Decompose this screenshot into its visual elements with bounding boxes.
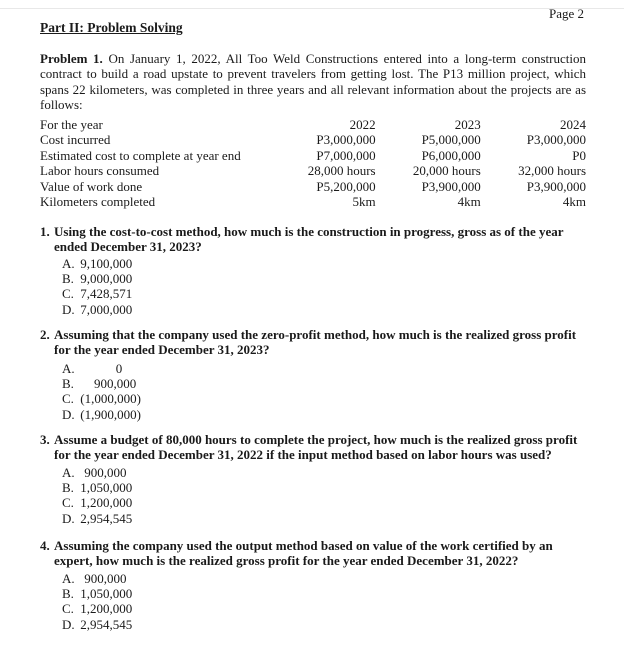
table-cell: P3,900,000 <box>421 178 481 194</box>
option-letter: D. <box>62 616 75 632</box>
option-b[interactable] <box>62 480 132 495</box>
question-1-options <box>62 256 132 317</box>
table-cell: P0 <box>572 147 586 163</box>
option-letter: C. <box>62 601 74 617</box>
table-row <box>40 132 586 147</box>
table-cell: 20,000 hours <box>412 163 481 179</box>
option-value: 900,000 <box>94 376 137 392</box>
option-letter: A. <box>62 571 75 586</box>
option-value: 0 <box>115 361 123 376</box>
option-value: 9,000,000 <box>80 271 133 287</box>
option-letter: B. <box>62 376 74 392</box>
option-d[interactable] <box>62 617 132 632</box>
question-3 <box>40 432 586 463</box>
option-a[interactable] <box>62 361 161 376</box>
question-2-options <box>62 361 161 422</box>
option-b[interactable] <box>62 376 161 391</box>
option-letter: A. <box>62 465 75 480</box>
table-cell: 4km <box>562 194 586 210</box>
option-value: 1,200,000 <box>80 495 133 511</box>
option-a[interactable] <box>62 465 132 480</box>
question-text-line2: ended December 31, 2023? <box>54 239 202 255</box>
option-b[interactable] <box>62 271 132 286</box>
question-number: 4. <box>40 538 50 553</box>
table-cell: P3,900,000 <box>526 178 586 194</box>
option-letter: C. <box>62 286 74 302</box>
option-value: (1,000,000) <box>80 391 141 407</box>
option-a[interactable] <box>62 571 132 586</box>
question-number: 2. <box>40 327 50 342</box>
option-letter: A. <box>62 361 75 376</box>
row-label: Estimated cost to complete at year end <box>40 147 241 163</box>
option-value: 2,954,545 <box>80 616 133 632</box>
question-3-options <box>62 465 132 526</box>
option-value: 1,200,000 <box>80 601 133 617</box>
row-label: Cost incurred <box>40 132 111 148</box>
option-value: (1,900,000) <box>80 406 141 422</box>
question-4 <box>40 538 586 569</box>
option-value: 2,954,545 <box>80 510 133 526</box>
option-c[interactable] <box>62 286 132 301</box>
option-letter: B. <box>62 271 74 287</box>
year-2022-header: 2022 <box>349 117 376 132</box>
question-4-options <box>62 571 132 632</box>
year-2024-header: 2024 <box>560 117 586 132</box>
option-value: 900,000 <box>84 465 127 480</box>
row-label: Labor hours consumed <box>40 163 160 179</box>
table-row <box>40 179 586 194</box>
table-row <box>40 148 586 163</box>
page-number: Page 2 <box>548 6 584 21</box>
question-number: 3. <box>40 432 50 447</box>
option-letter: B. <box>62 480 74 496</box>
option-value: 9,100,000 <box>80 256 133 271</box>
option-letter: D. <box>62 510 75 526</box>
row-label: Kilometers completed <box>40 194 156 210</box>
table-cell: P7,000,000 <box>316 147 376 163</box>
option-b[interactable] <box>62 586 132 601</box>
option-c[interactable] <box>62 601 132 616</box>
page-top-rule <box>0 8 624 9</box>
table-row <box>40 194 586 209</box>
option-value: 900,000 <box>84 571 127 586</box>
row-label: Value of work done <box>40 178 143 194</box>
option-value: 1,050,000 <box>80 586 133 602</box>
question-text-line1: Assuming that the company used the zero-profit method, how much is the realized gross profit <box>54 327 577 342</box>
option-letter: D. <box>62 301 75 317</box>
year-2023-header: 2023 <box>454 117 481 132</box>
table-cell: P5,200,000 <box>316 178 376 194</box>
problem-text: On January 1, 2022, All Too Weld Constructions entered into a long-term construction contract to build a road upstate to prevent travelers from getting lost. The P13 million project, which spans 22 kilometers, was completed in three years and all relevant information about the projects are as follows: <box>40 51 586 113</box>
question-1 <box>40 224 586 255</box>
option-value: 7,000,000 <box>80 301 133 317</box>
option-letter: D. <box>62 406 75 422</box>
option-d[interactable] <box>62 511 132 526</box>
option-c[interactable] <box>62 391 161 406</box>
table-cell: P3,000,000 <box>526 132 586 148</box>
section-title: Part II: Problem Solving <box>40 20 183 35</box>
question-2 <box>40 327 586 358</box>
problem-intro <box>40 51 586 113</box>
project-data-table <box>40 117 586 209</box>
table-cell: 32,000 hours <box>518 163 586 179</box>
question-text-line2: for the year ended December 31, 2022 if the input method based on labor hours was used? <box>54 447 552 463</box>
table-cell: P3,000,000 <box>316 132 376 148</box>
option-letter: C. <box>62 391 74 407</box>
question-text-line1: Assuming the company used the output method based on value of the work certified by an <box>54 538 553 553</box>
table-cell: P5,000,000 <box>421 132 481 148</box>
table-cell: P6,000,000 <box>421 147 481 163</box>
option-letter: A. <box>62 256 75 271</box>
question-number: 1. <box>40 224 50 239</box>
question-text-line1: Using the cost-to-cost method, how much is the construction in progress, gross as of the year <box>54 224 564 239</box>
question-text-line1: Assume a budget of 80,000 hours to complete the project, how much is the realized gross profit <box>54 432 578 447</box>
table-cell: 5km <box>352 194 376 210</box>
question-text-line2: for the year ended December 31, 2023? <box>54 342 270 358</box>
table-header-label: For the year <box>40 117 103 132</box>
problem-label: Problem 1. <box>40 51 103 66</box>
table-cell: 4km <box>457 194 481 210</box>
option-letter: C. <box>62 495 74 511</box>
option-letter: B. <box>62 586 74 602</box>
option-a[interactable] <box>62 256 132 271</box>
table-row <box>40 163 586 178</box>
option-d[interactable] <box>62 302 132 317</box>
question-text-line2: expert, how much is the realized gross profit for the year ended December 31, 2022? <box>54 553 519 569</box>
table-cell: 28,000 hours <box>307 163 376 179</box>
option-value: 7,428,571 <box>80 286 133 302</box>
option-d[interactable] <box>62 407 161 422</box>
table-header-row <box>40 117 586 132</box>
option-c[interactable] <box>62 495 132 510</box>
option-value: 1,050,000 <box>80 480 133 496</box>
